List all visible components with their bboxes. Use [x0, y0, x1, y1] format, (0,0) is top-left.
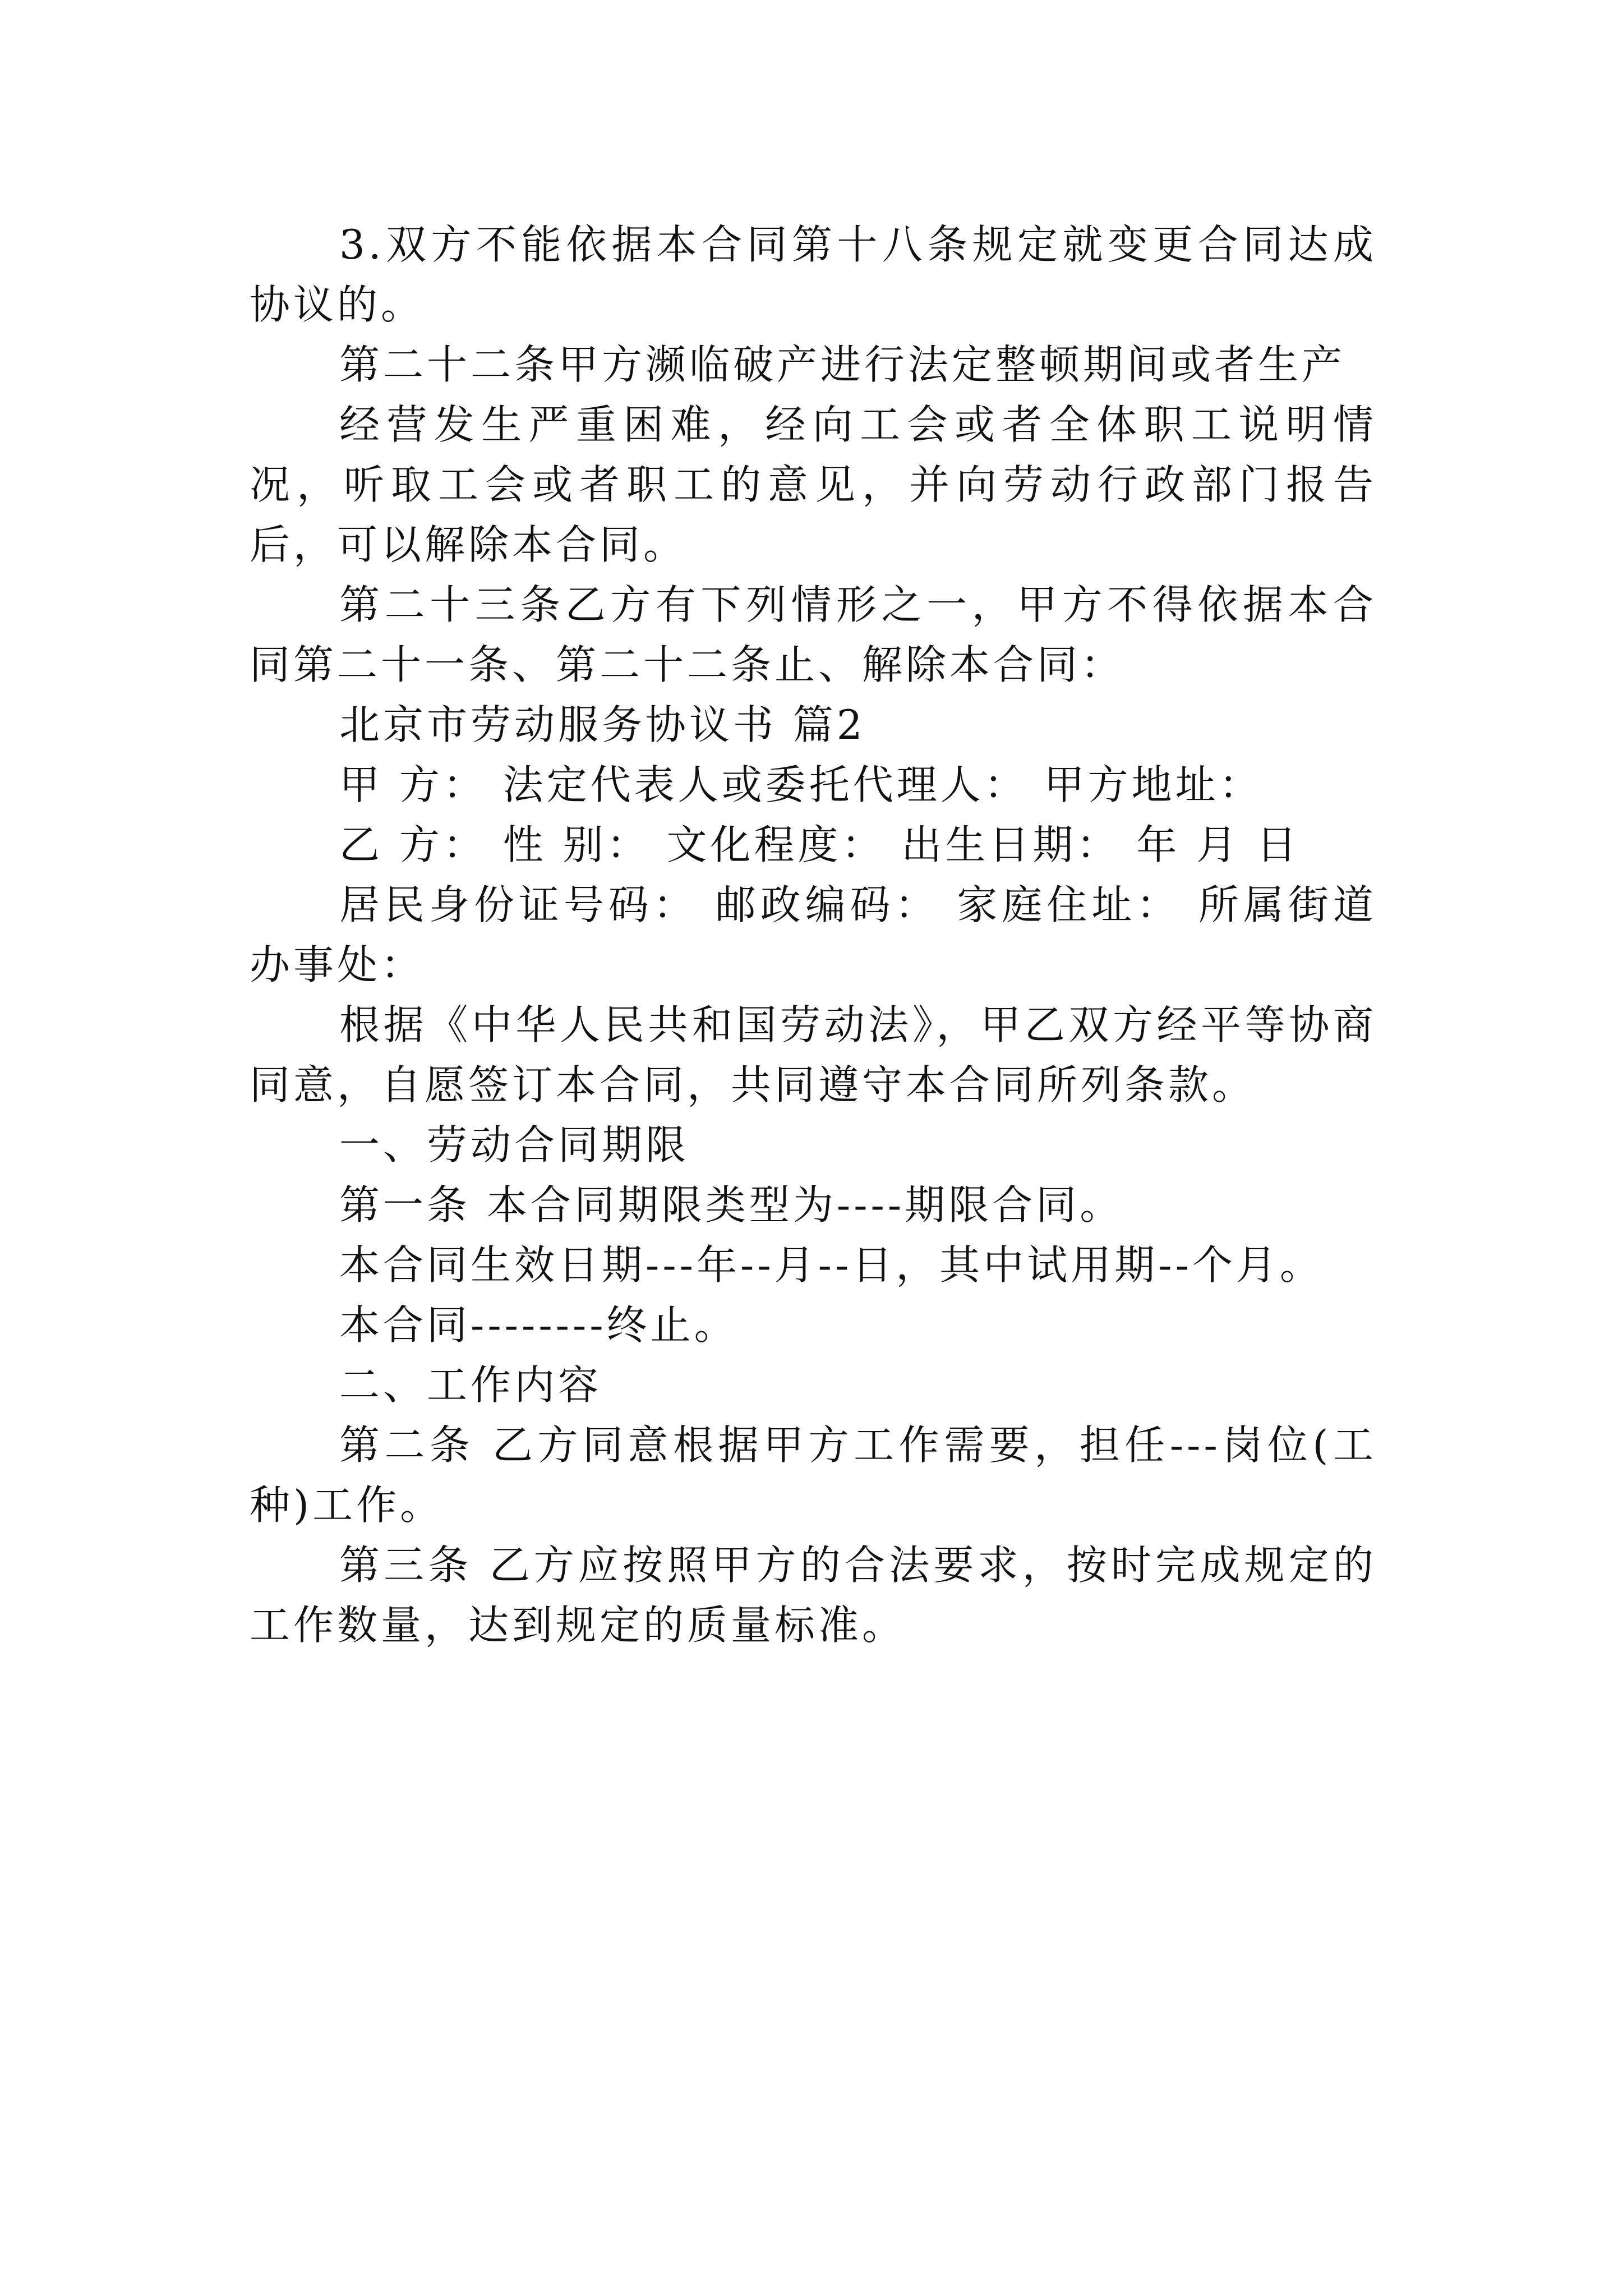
article-3: 第三条 乙方应按照甲方的合法要求，按时完成规定的工作数量，达到规定的质量标准。 [250, 1542, 1377, 1649]
party-b-id-line: 居民身份证号码： 邮政编码： 家庭住址： 所属街道办事处： [250, 881, 1377, 988]
chapter-1-heading: 一、劳动合同期限 [339, 1121, 690, 1168]
paragraph-article-21-item-3: 3.双方不能依据本合同第十八条规定就变更合同达成协议的。 [250, 221, 1377, 328]
preamble-paragraph: 根据《中华人民共和国劳动法》，甲乙双方经平等协商同意，自愿签订本合同，共同遵守本合同所列条款。 [250, 1001, 1377, 1108]
paragraph-article-23: 第二十三条乙方有下列情形之一，甲方不得依据本合同第二十一条、第二十二条止、解除本合同： [250, 581, 1377, 688]
termination-line: 本合同--------终止。 [339, 1301, 738, 1349]
document-body [250, 215, 1377, 1655]
section-title: 北京市劳动服务协议书 篇2 [339, 701, 866, 748]
paragraph-article-22-body: 经营发生严重困难，经向工会或者全体职工说明情况，听取工会或者职工的意见，并向劳动行政部门报告后，可以解除本合同。 [250, 401, 1377, 568]
article-1: 第一条 本合同期限类型为----期限合同。 [339, 1181, 1124, 1228]
party-b-line: 乙 方： 性 别： 文化程度： 出生日期： 年 月 日 [339, 821, 1301, 868]
article-2: 第二条 乙方同意根据甲方工作需要，担任---岗位(工种)工作。 [250, 1421, 1377, 1529]
party-a-line: 甲 方： 法定代表人或委托代理人： 甲方地址： [339, 761, 1263, 808]
paragraph-article-22-heading: 第二十二条甲方濒临破产进行法定整顿期间或者生产 [339, 341, 1346, 388]
chapter-2-heading: 二、工作内容 [339, 1361, 602, 1409]
effective-date-line: 本合同生效日期---年--月--日，其中试用期--个月。 [339, 1241, 1324, 1289]
